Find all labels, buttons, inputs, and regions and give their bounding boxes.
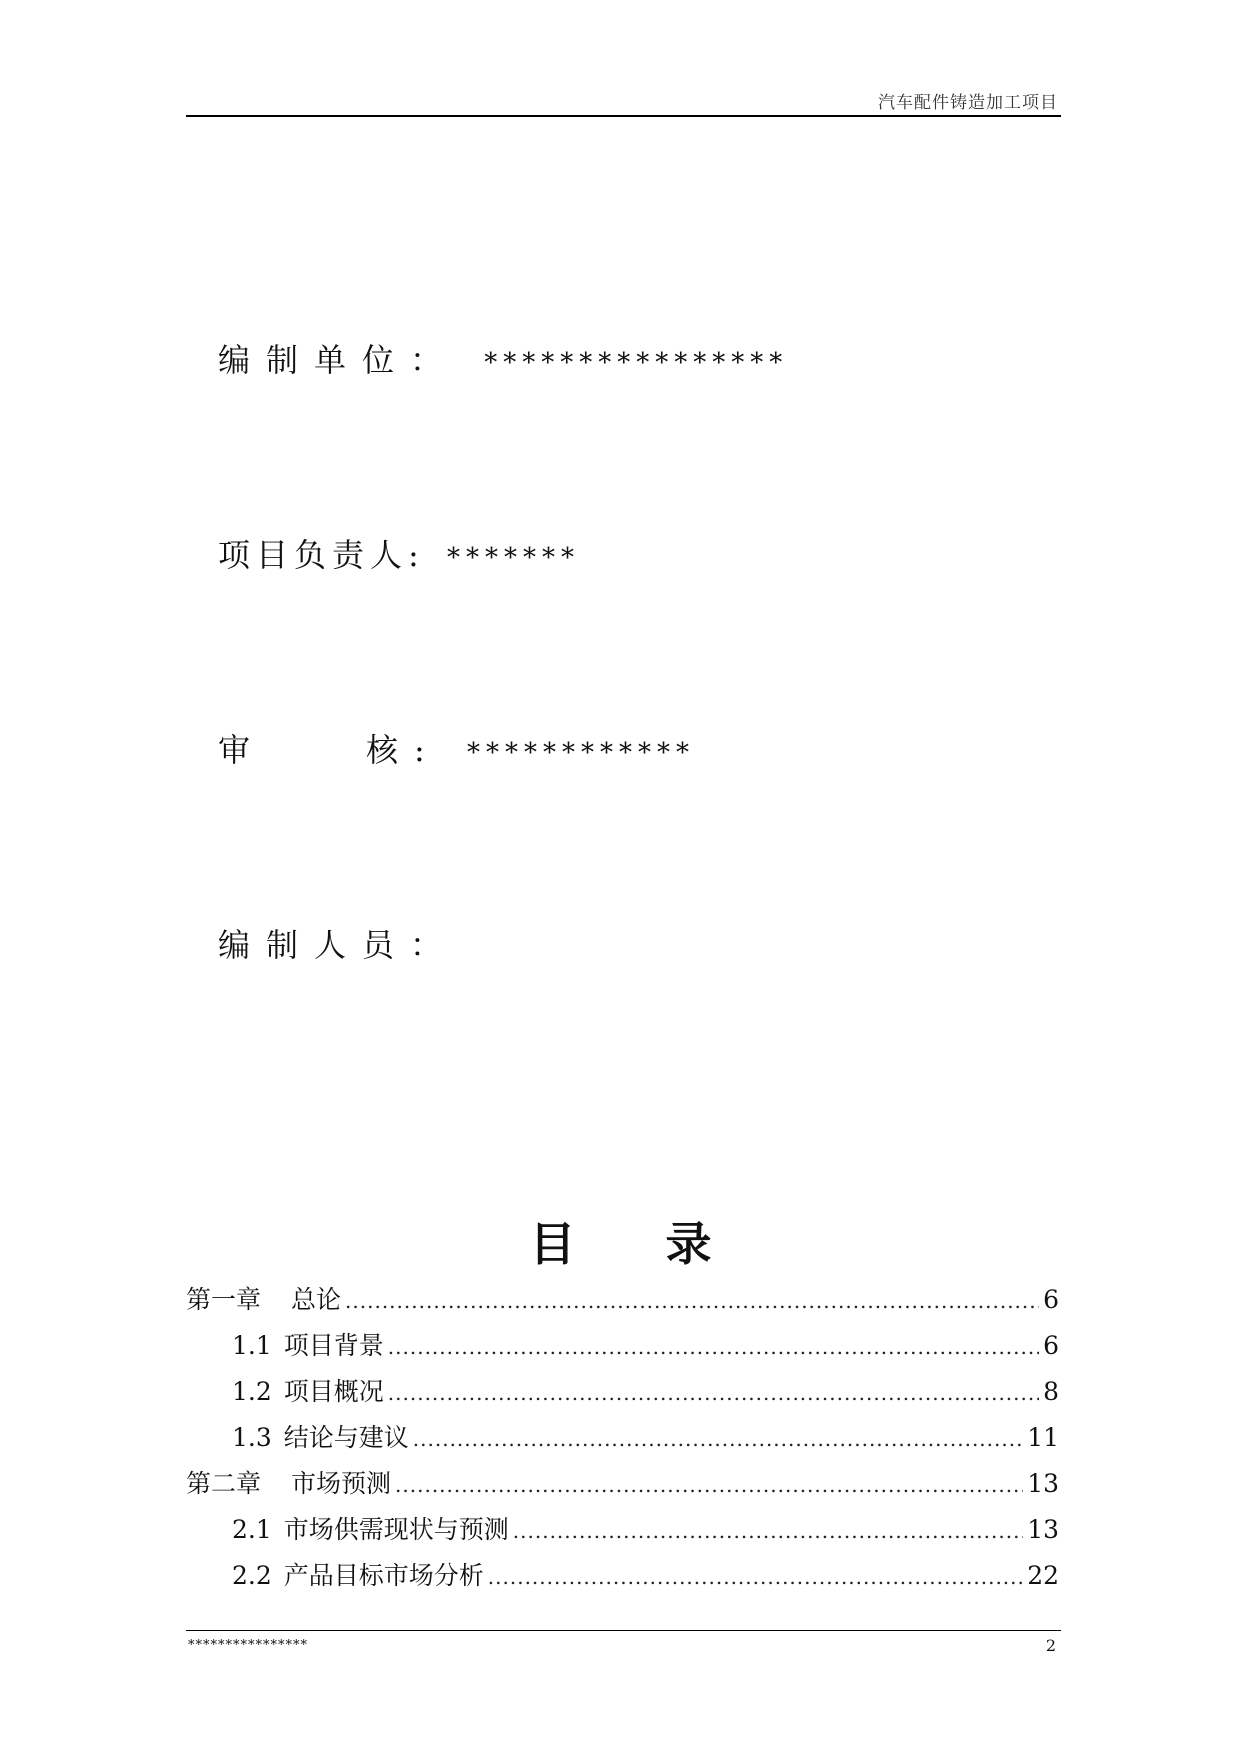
footer-rule [186,1630,1061,1631]
compiling-unit-value: **************** [484,348,789,378]
toc-entry-title: 市场预测 [291,1469,392,1498]
compiling-unit-label: 编制单位： [218,341,459,379]
project-leader-label: 项目负责人: [218,536,425,574]
toc-entry-number: 第一章 [186,1285,262,1314]
toc-entry-page: 13 [1027,1469,1059,1498]
project-leader-field [218,530,580,576]
toc-entry-title: 项目概况 [283,1377,384,1406]
toc-leader-dots [388,1381,1039,1405]
toc-entry[interactable] [186,1280,1059,1326]
toc-entry-number: 2.2 [232,1561,272,1590]
compiling-staff-field [218,920,458,966]
toc-entry-number: 第二章 [186,1469,262,1498]
toc-leader-dots [388,1335,1039,1359]
toc-entry-title: 总论 [291,1285,342,1314]
toc-entry[interactable] [186,1510,1059,1556]
toc-entry-page: 22 [1027,1561,1059,1590]
toc-entry-title: 市场供需现状与预测 [283,1515,509,1544]
compiling-unit-field [218,335,788,381]
header-title: 汽车配件铸造加工项目 [878,93,1058,113]
toc-entry-page: 8 [1043,1377,1059,1406]
footer-left-text: **************** [188,1638,308,1653]
toc-entry-number: 1.2 [232,1377,272,1406]
compiling-staff-label: 编制人员： [218,926,459,964]
project-leader-value: ******* [446,543,580,573]
toc-entry-title: 结论与建议 [283,1423,409,1452]
toc-leader-dots [513,1519,1023,1543]
review-label-end: 核: [366,731,441,769]
toc-entry-page: 13 [1027,1515,1059,1544]
toc-entry-page: 11 [1027,1423,1059,1452]
toc-title: 目录 [529,1217,802,1271]
toc-leader-dots [488,1565,1023,1589]
header-rule [186,115,1061,117]
page-number: 2 [1045,1636,1056,1655]
table-of-contents [186,1280,1059,1602]
toc-entry-number: 1.3 [232,1423,272,1452]
toc-entry-page: 6 [1043,1331,1059,1360]
toc-leader-dots [413,1427,1023,1451]
toc-entry[interactable] [186,1326,1059,1372]
toc-entry-title: 项目背景 [283,1331,384,1360]
toc-entry-number: 2.1 [232,1515,272,1544]
toc-entry-title: 产品目标市场分析 [283,1561,484,1590]
toc-entry[interactable] [186,1464,1059,1510]
toc-leader-dots [395,1473,1023,1497]
toc-entry[interactable] [186,1418,1059,1464]
toc-entry-page: 6 [1043,1285,1059,1314]
toc-entry[interactable] [186,1556,1059,1602]
review-field [218,725,695,771]
toc-leader-dots [345,1289,1039,1313]
review-label-start: 审 [218,731,267,769]
toc-entry-number: 1.1 [232,1331,272,1360]
toc-entry[interactable] [186,1372,1059,1418]
review-value: ************ [466,738,695,768]
